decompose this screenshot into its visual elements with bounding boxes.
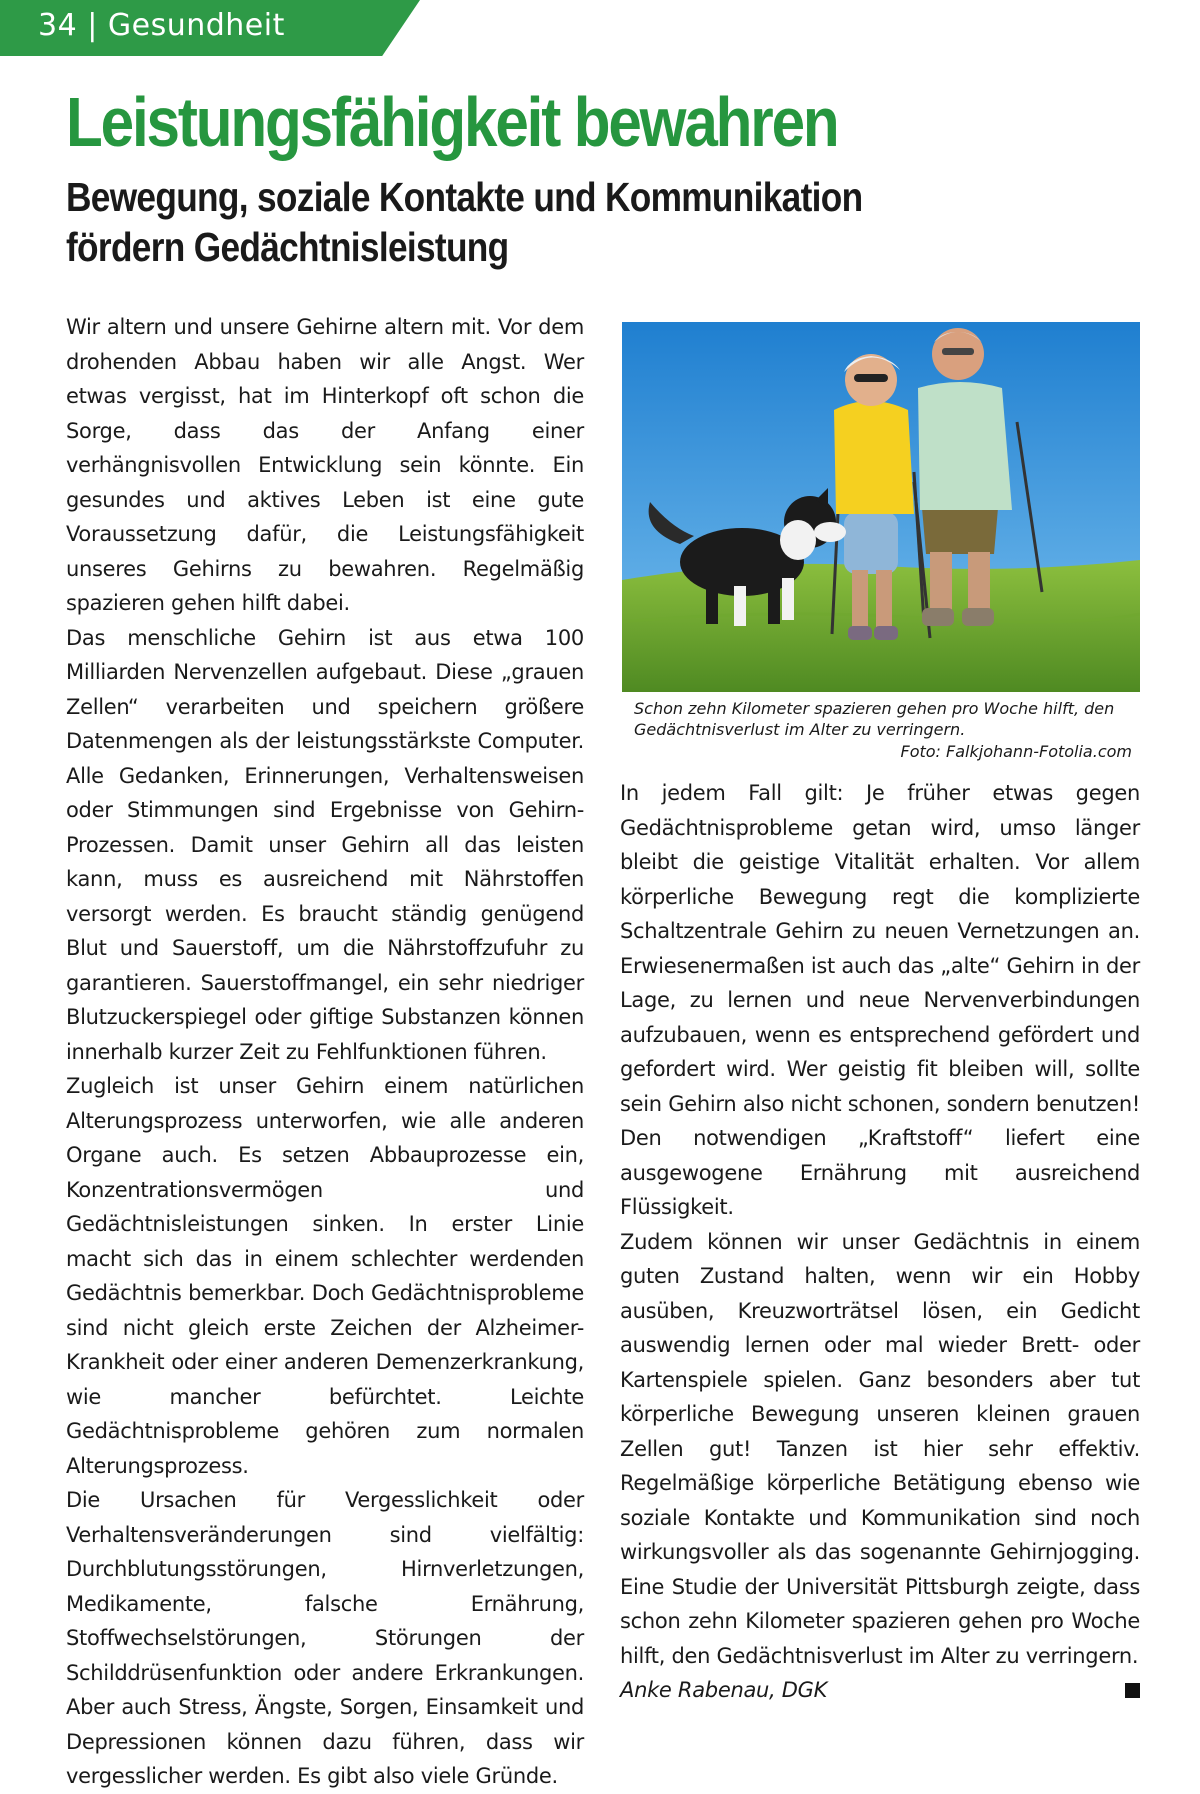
end-of-article-square-icon [1125, 1683, 1140, 1698]
section-name: Gesundheit [107, 8, 285, 43]
paragraph-aging: Zugleich ist unser Gehirn einem natürlichen Alterungsprozess unterworfen, wie alle anderen Organe auch. Es setzen Abbauprozesse ein, Konzentrationsvermögen und Gedächtnisleistungen sinken. In erster Linie macht sich das in einem schlechter werdenden Gedächtnis bemerkbar. Doch Gedächtnisprobleme sind nicht gleich erste Zeichen der Alzheimer-Krankheit oder einer anderen Demenzerkrankung, wie mancher befürchtet. Leichte Gedächtnisprobleme gehören zum normalen Alterungsprozess. [66, 1074, 584, 1478]
photo-caption: Schon zehn Kilometer spazieren gehen pro Woche hilft, den Gedächtnisverlust im Alter zu verringern. [634, 699, 1115, 739]
subtitle-line-1: Bewegung, soziale Kontakte und Kommunikation [66, 174, 863, 220]
paragraph-neurons: Das menschliche Gehirn ist aus etwa 100 Milliarden Nervenzellen aufgebaut. Diese „grauen Zellen“ verarbeiten und speichern größere Datenmengen als der leistungsstärkste Computer. Alle Gedanken, Erinnerungen, Verhaltensweisen oder Stimmungen sind Ergebnisse von Gehirn-Prozessen. Damit unser Gehirn all das leisten kann, muss es ausreichend mit Nährstoffen versorgt werden. Es braucht ständig genügend Blut und Sauerstoff, um die Nährstoffzufuhr zu garantieren. Sauerstoffmangel, ein sehr niedriger Blutzuckerspiegel oder giftige Substanzen können innerhalb kurzer Zeit zu Fehlfunktionen führen. [66, 625, 584, 1064]
article-photo [622, 322, 1140, 692]
article-left-column [66, 310, 584, 1794]
subtitle-line-2: fördern Gedächtnisleistung [66, 224, 509, 270]
photo-credit: Foto: Falkjohann-Fotolia.com [900, 742, 1132, 761]
article-author: Anke Rabenau, DGK [620, 1678, 828, 1702]
paragraph-hobbies: Zudem können wir unser Gedächtnis in einem guten Zustand halten, wenn wir ein Hobby ausüben, Kreuzworträtsel lösen, ein Gedicht auswendig lernen oder mal wieder Brett- oder Kartenspiele spielen. Ganz besonders aber tut körperliche Bewegung unseren kleinen grauen Zellen gut! Tanzen ist hier sehr effektiv. Regelmäßige körperliche Betätigung ebenso wie soziale Kontakte und Kommunikation sind noch wirkungsvoller als das sogenannte Gehirnjogging. Eine Studie der Universität Pittsburgh zeigte, dass schon zehn Kilometer spazieren gehen pro Woche hilft, den Gedächtnisverlust im Alter zu verringern. [620, 1229, 1140, 1668]
section-header [38, 8, 285, 43]
paragraph-intro: Wir altern und unsere Gehirne altern mit. Vor dem drohenden Abbau haben wir alle Angst. Wer etwas vergisst, hat im Hinterkopf oft schon die Sorge, dass das der Anfang einer verhängnisvollen Entwicklung sein könnte. Ein gesundes und aktives Leben ist eine gute Voraussetzung dafür, die Leistungsfähigkeit unseres Gehirns zu bewahren. Regelmäßig spazieren gehen hilft dabei. [66, 315, 584, 615]
author-line [620, 1673, 1140, 1708]
article-right-column [620, 776, 1140, 1708]
seniors-hiking-with-dog-illustration [622, 322, 1140, 692]
article-title: Leistungsfähigkeit bewahren [66, 83, 838, 161]
page-number: 34 [38, 8, 78, 43]
header-divider: | [87, 8, 108, 43]
paragraph-causes: Die Ursachen für Vergesslichkeit oder Verhaltensveränderungen sind vielfältig: Durchblutungsstörungen, Hirnverletzungen, Medikamente, falsche Ernährung, Stoffwechselstörungen, Störungen der Schilddrüsenfunktion oder andere Erkrankungen. Aber auch Stress, Ängste, Sorgen, Einsamkeit und Depressionen können dazu führen, dass wir vergesslicher werden. Es gibt also viele Gründe. [66, 1488, 584, 1788]
paragraph-early-action: In jedem Fall gilt: Je früher etwas gegen Gedächtnisprobleme getan wird, umso länger bleibt die geistige Vitalität erhalten. Vor allem körperliche Bewegung regt die komplizierte Schaltzentrale Gehirn zu neuen Vernetzungen an. Erwiesenermaßen ist auch das „alte“ Gehirn in der Lage, zu lernen und neue Nervenverbindungen aufzubauen, wenn es entsprechend gefördert und gefordert wird. Wer geistig fit bleiben will, sollte sein Gehirn also nicht schonen, sondern benutzen! Den notwendigen „Kraftstoff“ liefert eine ausgewogene Ernährung mit ausreichend Flüssigkeit. [620, 781, 1140, 1219]
article-subtitle [66, 172, 862, 272]
